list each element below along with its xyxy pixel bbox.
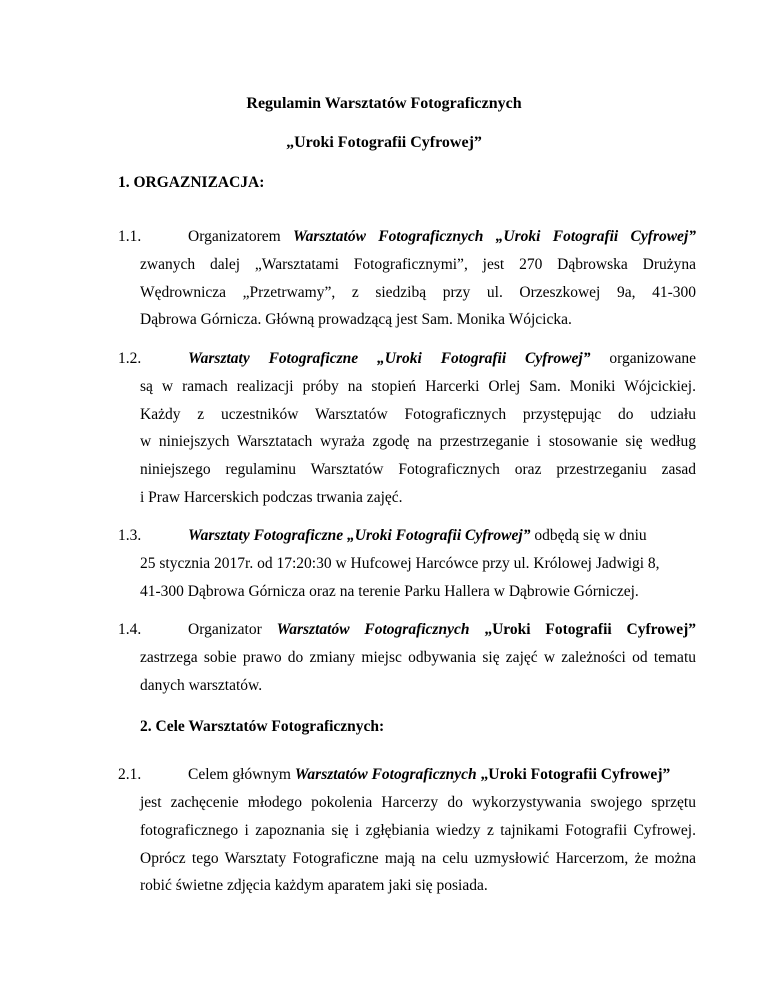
paragraph-number: 1.1. [118,228,142,245]
paragraph-2-1-line-5: robić świetne zdjęcia każdym aparatem jaki się posiada. [140,877,488,894]
paragraph-1-4-line-3: danych warsztatów. [140,677,263,694]
section-heading-2: 2. Cele Warsztatów Fotograficznych: [140,718,385,735]
paragraph-1-2-line-2: są w ramach realizacji próby na stopień Harcerki Orlej Sam. Moniki Wójcickiej. [140,378,696,395]
document-title: Regulamin Warsztatów Fotograficznych [246,95,522,112]
paragraph-1-1-line-2: zwanych dalej „Warsztatami Fotograficznymi”, jest 270 Dąbrowska Drużyna [140,256,696,273]
paragraph-1-2-line-3: Każdy z uczestników Warsztatów Fotograficznych przystępując do udziału [140,406,696,423]
paragraph-1-1-line-3: Wędrownicza „Przetrwamy”, z siedzibą przy ul. Orzeszkowej 9a, 41-300 [140,284,696,301]
paragraph-1-3-line-1: Warsztaty Fotograficzne „Uroki Fotografii Cyfrowej” odbędą się w dniu [188,527,647,544]
paragraph-1-2-line-6: i Praw Harcerskich podczas trwania zajęć. [140,489,403,506]
paragraph-1-1-line-4: Dąbrowa Górnicza. Główną prowadzącą jest Sam. Monika Wójcicka. [140,311,572,328]
paragraph-1-2-line-4: w niniejszych Warsztatach wyraża zgodę na przestrzeganie i stosowanie się według [140,433,696,450]
paragraph-2-1-line-3: fotograficznego i zapoznania się i zgłębiania wiedzy z tajnikami Fotografii Cyfrowej. [140,822,696,839]
paragraph-1-2-line-1: Warsztaty Fotograficzne „Uroki Fotografii Cyfrowej” organizowane [188,350,696,367]
paragraph-number: 1.2. [118,350,142,367]
paragraph-1-4-line-2: zastrzega sobie prawo do zmiany miejsc odbywania się zajęć w zależności od tematu [140,649,696,666]
paragraph-1-1-line-1: Organizatorem Warsztatów Fotograficznych „Uroki Fotografii Cyfrowej” [188,228,696,245]
section-heading-1: 1. ORGAZNIZACJA: [118,174,265,191]
paragraph-number: 2.1. [118,766,142,783]
paragraph-2-1-line-1: Celem głównym Warsztatów Fotograficznych „Uroki Fotografii Cyfrowej” [188,766,671,783]
paragraph-2-1-line-4: Oprócz tego Warsztaty Fotograficzne mają na celu uzmysłowić Harcerzom, że można [140,850,696,867]
paragraph-1-3-line-3: 41-300 Dąbrowa Górnicza oraz na terenie Parku Hallera w Dąbrowie Górniczej. [140,583,639,600]
paragraph-1-2-line-5: niniejszego regulaminu Warsztatów Fotograficznych oraz przestrzeganiu zasad [140,461,696,478]
paragraph-2-1-line-2: jest zachęcenie młodego pokolenia Harcerzy do wykorzystywania swojego sprzętu [140,794,696,811]
document-subtitle: „Uroki Fotografii Cyfrowej” [286,134,482,151]
paragraph-1-4-line-1: Organizator Warsztatów Fotograficznych „Uroki Fotografii Cyfrowej” [188,621,696,638]
paragraph-1-3-line-2: 25 stycznia 2017r. od 17:20:30 w Hufcowej Harcówce przy ul. Królowej Jadwigi 8, [140,555,660,572]
paragraph-number: 1.4. [118,621,142,638]
paragraph-number: 1.3. [118,527,142,544]
